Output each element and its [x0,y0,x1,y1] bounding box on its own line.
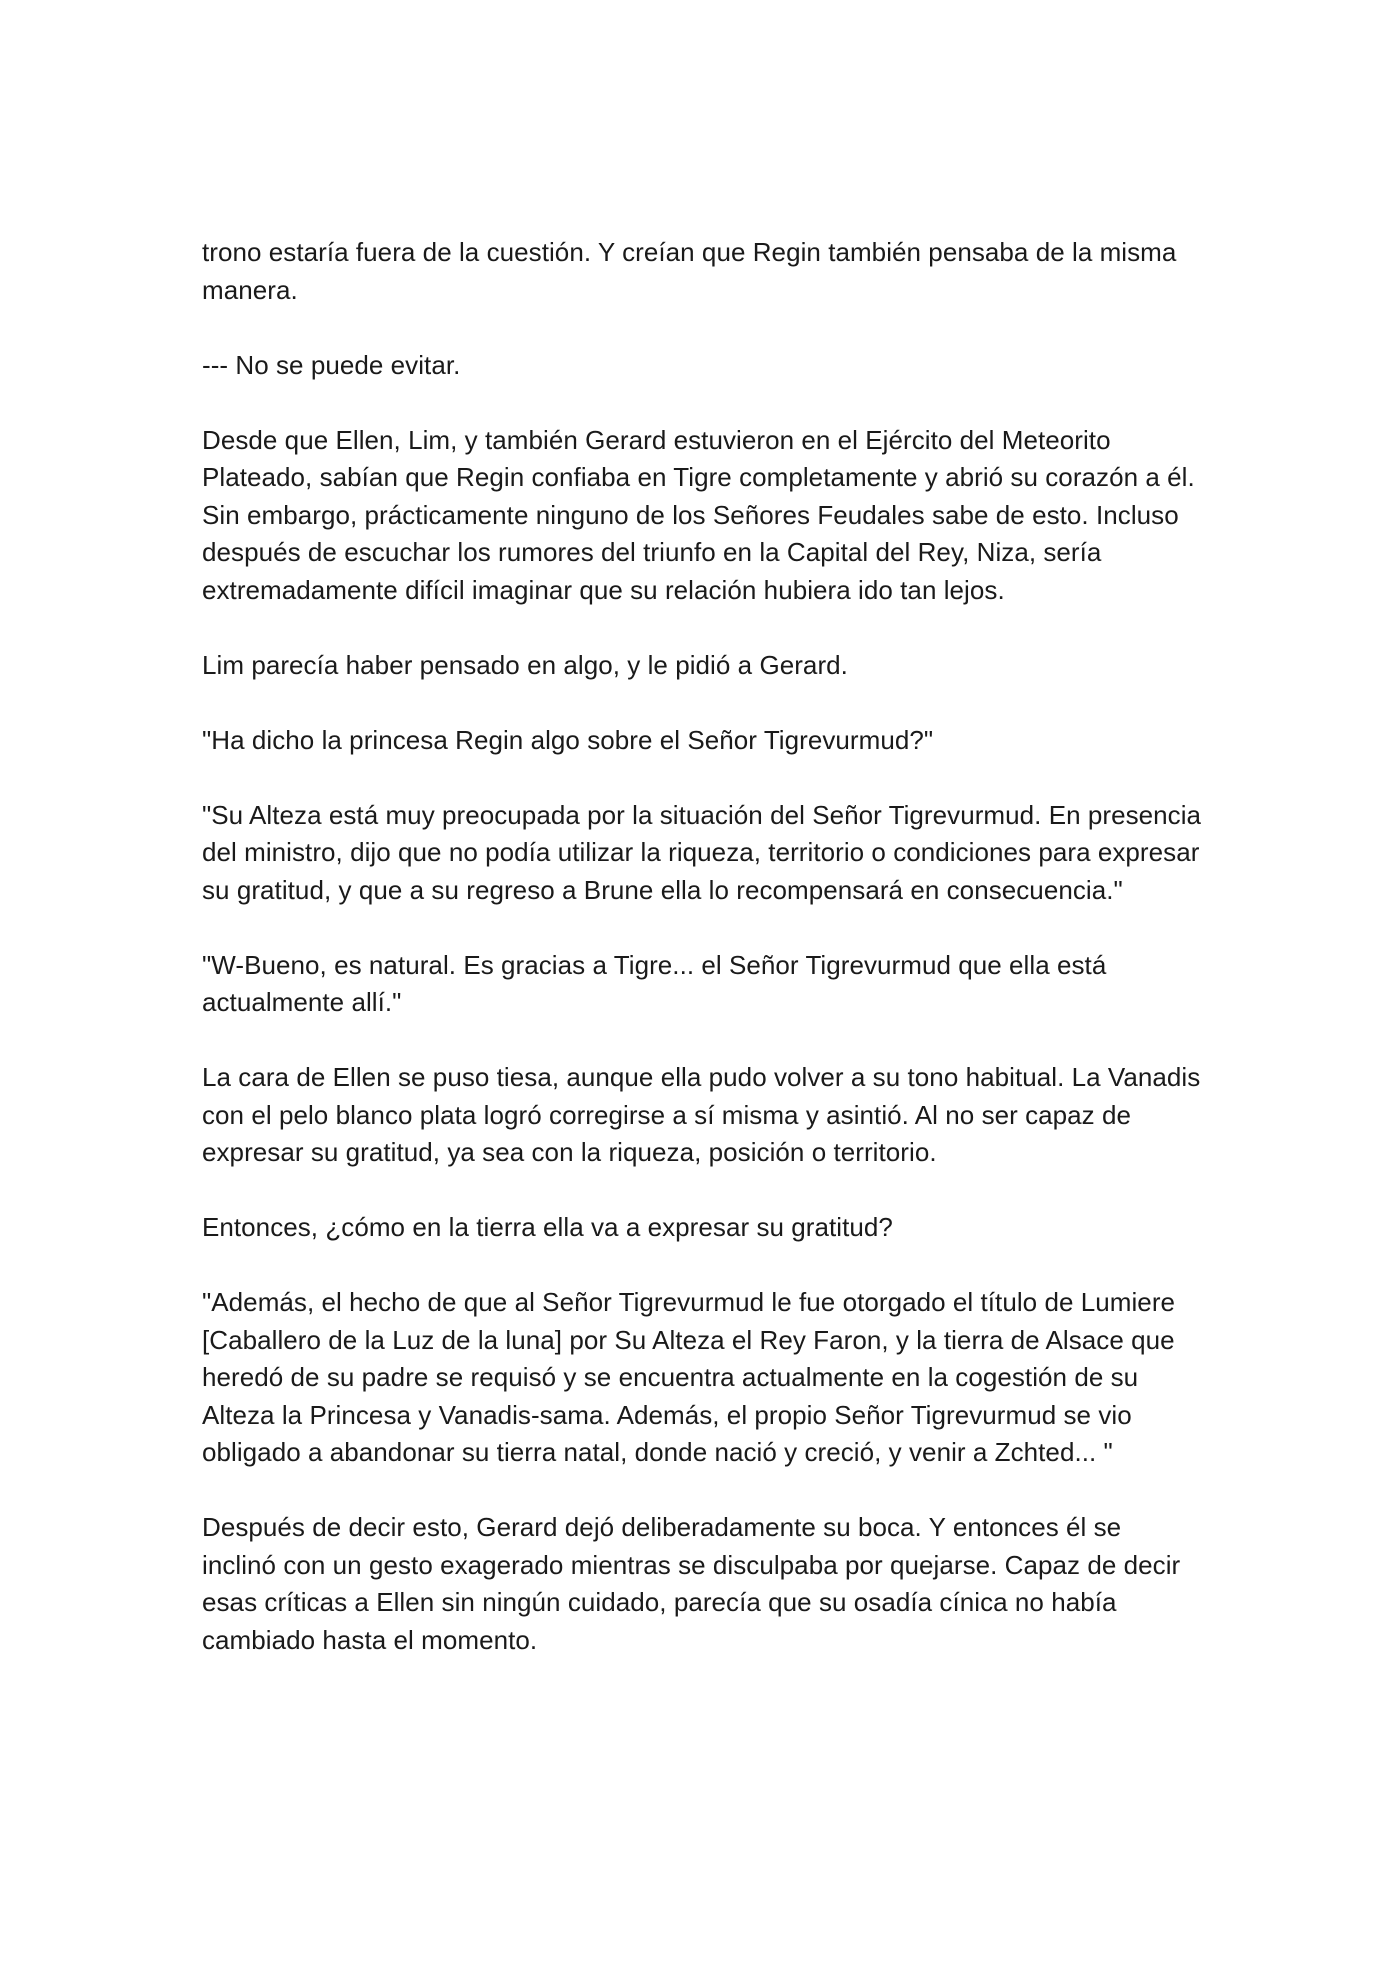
paragraph: Lim parecía haber pensado en algo, y le pidió a Gerard. [202,649,848,680]
paragraph: "Su Alteza está muy preocupada por la situación del Señor Tigrevurmud. En presencia del ministro, dijo que no podía utilizar la riqueza, territorio o condiciones para expresar su gratitud, y que a su regreso a Brune ella lo recompensará en consecuencia." [202,799,1202,905]
paragraph: --- No se puede evitar. [202,349,461,380]
paragraph: "W-Bueno, es natural. Es gracias a Tigre... el Señor Tigrevurmud que ella está actualmente allí." [202,949,1107,1017]
document-body [202,234,1202,1659]
paragraph: trono estaría fuera de la cuestión. Y creían que Regin también pensaba de la misma manera. [202,237,1177,305]
paragraph: Entonces, ¿cómo en la tierra ella va a expresar su gratitud? [202,1212,893,1242]
paragraph: "Ha dicho la princesa Regin algo sobre el Señor Tigrevurmud?" [202,724,934,755]
paragraph: "Además, el hecho de que al Señor Tigrevurmud le fue otorgado el título de Lumiere [Caballero de la Luz de la luna] por Su Alteza el Rey Faron, y la tierra de Alsace que heredó de su padre se requisó y se encuentra actualmente en la cogestión de su Alteza la Princesa y Vanadis-sama. Además, el propio Señor Tigrevurmud se vio obligado a abandonar su tierra natal, donde nació y creció, y venir a Zchted... " [202,1287,1176,1467]
paragraph: Después de decir esto, Gerard dejó deliberadamente su boca. Y entonces él se inclinó con un gesto exagerado mientras se disculpaba por quejarse. Capaz de decir esas críticas a Ellen sin ningún cuidado, parecía que su osadía cínica no había cambiado hasta el momento. [202,1512,1181,1655]
paragraph: Desde que Ellen, Lim, y también Gerard estuvieron en el Ejército del Meteorito Plateado, sabían que Regin confiaba en Tigre completamente y abrió su corazón a él. Sin embargo, prácticamente ninguno de los Señores Feudales sabe de esto. Incluso después de escuchar los rumores del triunfo en la Capital del Rey, Niza, sería extremadamente difícil imaginar que su relación hubiera ido tan lejos. [202,424,1195,605]
paragraph: La cara de Ellen se puso tiesa, aunque ella pudo volver a su tono habitual. La Vanadis con el pelo blanco plata logró corregirse a sí misma y asintió. Al no ser capaz de expresar su gratitud, ya sea con la riqueza, posición o territorio. [202,1062,1201,1167]
